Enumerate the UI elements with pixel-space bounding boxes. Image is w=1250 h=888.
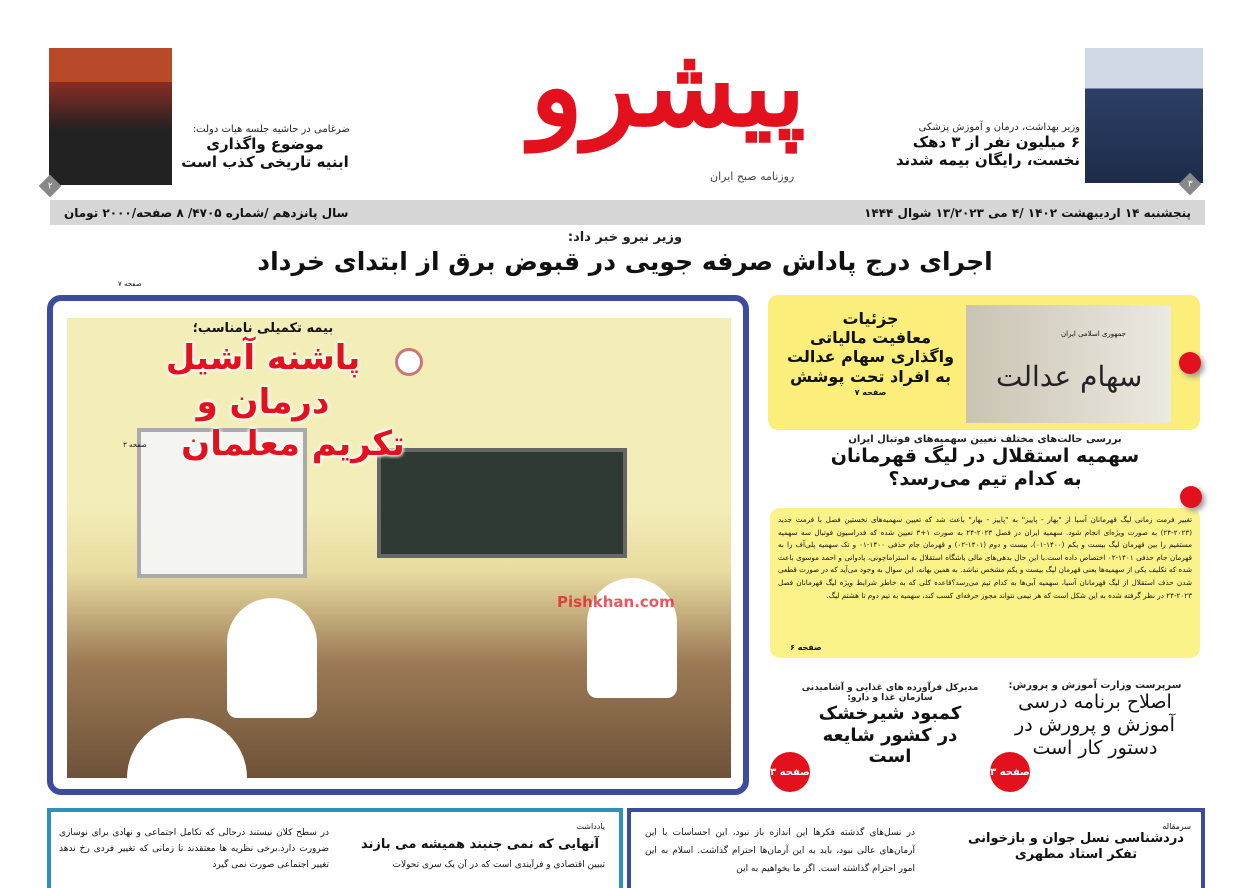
story-headline: تفکر استاد مطهری — [1014, 846, 1138, 862]
student — [127, 718, 247, 778]
story-body: تغییر فرمت زمانی لیگ قهرمانان آسیا از "بهار - پاییز" به "پاییز - بهار" باعث شد که تعیین سهمیه‌های نخستین فصل با فرمت جدید (۲۰۲۳-۲۴) به صورت ویژه‌ای انجام شود. سهمیه ایران در فصل ۲۰۲۳-۲۴ به صورت ۱+۳ تعیین شده که فدراسیون فوتبال سه سهمیه مستقیم را بین قهرمان لیگ بیست و یکم (۱۴۰۰-۰۱)، بیست و دوم (۱۴۰۱-۰۲) و قهرمان جام حذفی ۱۴۰۰-۰۱ و تک سهمیه پلی‌آف را به قهرمان جام حذفی ۱۴۰۱-۰۲ اختصاص داده است.با این حال بدهی‌های مالی باشگاه استقلال به استراماچونی، پادوانی و احمد موسوی باعث شده که تکلیف یکی از سهمیه‌ها یعنی قهرمان لیگ بیست و یکم مشخص نباشد. به همین بهانه، این سوال به وجود می‌آید که در صورت قطعی شدن حذف استقلال از لیگ قهرمانان آسیا، سهمیه آبی‌ها به کدام تیم می‌رسد؟قاعده کلی که به خاطر شرایط ویژه لیگ قهرمانان فصل ۲۰۲۳-۲۴ در نظر گرفته شده به این شکل است که هر تیمی نتواند مجوز حرفه‌ای کسب کند، سهمیه به تیم دوم تا هشتم لیگ. — [778, 515, 1192, 600]
lead-story[interactable] — [190, 230, 1060, 277]
story-kicker: بررسی حالت‌های مختلف تعیین سهمیه‌های فوتبال ایران — [848, 434, 1122, 445]
football-story[interactable] — [770, 434, 1200, 491]
bullet-dot — [1179, 352, 1201, 374]
story-body: در نسل‌های گذشته فکرها این اندازه باز نبود، این احساسات با این آرمان‌های عالی نبود، باید به این آرمان‌ها احترام گذاشت. اسلام به این امور احترام گذاشته است. اگر ما بخواهیم به این — [645, 828, 915, 874]
story-kicker: وزیر نیرو خبر داد: — [567, 230, 683, 245]
page-badge: ۳ — [1179, 173, 1202, 196]
chalkboard — [377, 448, 627, 558]
story-headline: اصلاح برنامه درسی — [1018, 691, 1172, 713]
logo-wordmark: پیشرو — [530, 22, 806, 151]
masthead-logo[interactable] — [520, 10, 806, 200]
note-box[interactable] — [47, 808, 623, 888]
story-headline: در کشور شایعه است — [822, 724, 958, 768]
story-headline: واگذاری سهام عدالت — [786, 347, 955, 367]
logo-tagline: روزنامه صبح ایران — [710, 170, 795, 183]
page-ref-badge: صفحه ۳ — [990, 752, 1030, 792]
story-headline: آنهایی که نمی جنبند همیشه می بازند — [361, 837, 599, 852]
story-headline: به افراد تحت پوشش — [790, 366, 951, 386]
story-headline: دستور کار است — [1032, 736, 1158, 759]
date-bar — [50, 200, 1205, 225]
feature-headline: پاشنه آشیل درمان و — [165, 338, 361, 423]
feature-box[interactable] — [47, 295, 749, 795]
justice-shares-image — [966, 305, 1171, 423]
official-photo — [49, 48, 172, 185]
education-story[interactable] — [985, 680, 1205, 759]
image-caption: سهام عدالت — [996, 360, 1143, 393]
editorial-title — [961, 822, 1191, 862]
feature-text — [113, 321, 413, 465]
story-headline: نخست، رایگان بیمه شدند — [895, 151, 1080, 169]
lead-headline: اجرای درج پاداش صرفه جویی در قبوض برق از ابتدای خرداد — [257, 247, 993, 276]
justice-shares-text — [778, 309, 963, 397]
bullet-dot — [1180, 486, 1202, 508]
page-badge: ۲ — [39, 175, 62, 198]
top-right-story[interactable] — [880, 122, 1080, 169]
story-body: در سطح کلان نیستند درحالی که تکامل اجتماعی و نهادی برای نوسازی ضرورت دارد.برخی نظریه ها معتقدند تا زمانی که تغییر فردی رخ ندهد تغییر اجتماعی صورت نمی گیرد — [59, 828, 329, 870]
minister-photo — [1085, 48, 1203, 183]
issue-date: پنجشنبه ۱۴ اردیبهشت ۱۴۰۲ /۴ می ۱۳/۲۰۲۳ شوال ۱۴۴۴ — [864, 205, 1191, 220]
story-headline: ۶ میلیون نفر از ۳ دهک — [912, 133, 1080, 151]
emblem-text: جمهوری اسلامی ایران — [1061, 330, 1126, 338]
feature-kicker: بیمه تکمیلی نامناسب؛ — [192, 321, 334, 336]
football-body-box — [770, 508, 1200, 658]
top-left-story[interactable] — [180, 124, 350, 171]
story-headline: دردشناسی نسل جوان و بازخوانی — [968, 831, 1184, 846]
story-kicker: سازمان غذا و دارو: — [847, 693, 933, 703]
feature-page-ref: صفحه ۳ — [123, 441, 147, 449]
story-headline: به کدام تیم می‌رسد؟ — [888, 467, 1082, 490]
story-headline: آموزش و پرورش در — [1015, 713, 1175, 736]
story-kicker: سرپرست وزارت آموزش و پرورش: — [1008, 680, 1182, 691]
story-body: تبیین اقتصادی و فرآیندی است که در آن یک سری تحولات — [392, 859, 605, 870]
page-ref: صفحه ۶ — [790, 643, 822, 652]
lead-page-ref: صفحه ۷ — [118, 280, 142, 288]
page-ref: صفحه ۷ — [854, 387, 887, 397]
story-headline: کمبود شیرخشک — [818, 703, 962, 724]
story-kicker: ضرغامی در حاشیه جلسه هیات دولت: — [192, 124, 350, 135]
story-kicker: مدیرکل فرآورده های غذایی و آشامیدنی — [801, 683, 979, 693]
section-label: سرمقاله — [1162, 822, 1191, 831]
watermark: Pishkhan.com — [557, 593, 675, 611]
story-kicker: وزیر بهداشت، درمان و آموزش پزشکی — [918, 122, 1080, 133]
story-headline: سهمیه استقلال در لیگ قهرمانان — [830, 445, 1140, 467]
story-headline: ابنیه تاریخی کذب است — [181, 153, 349, 171]
feature-headline: تکریم معلمان — [181, 424, 405, 465]
story-headline: موضوع واگذاری — [206, 135, 324, 153]
story-headline: جزئیات — [842, 309, 899, 328]
note-title — [355, 822, 605, 873]
milk-story[interactable] — [800, 683, 980, 768]
editorial-box[interactable] — [627, 808, 1205, 888]
justice-shares-box[interactable] — [768, 295, 1200, 430]
issue-info: سال پانزدهم /شماره ۴۷۰۵/ ۸ صفحه/۲۰۰۰ تومان — [64, 205, 349, 220]
page-ref-badge: صفحه ۳ — [770, 752, 810, 792]
story-headline: معافیت مالیاتی — [809, 328, 932, 348]
student — [227, 598, 317, 718]
section-label: یادداشت — [576, 822, 605, 831]
